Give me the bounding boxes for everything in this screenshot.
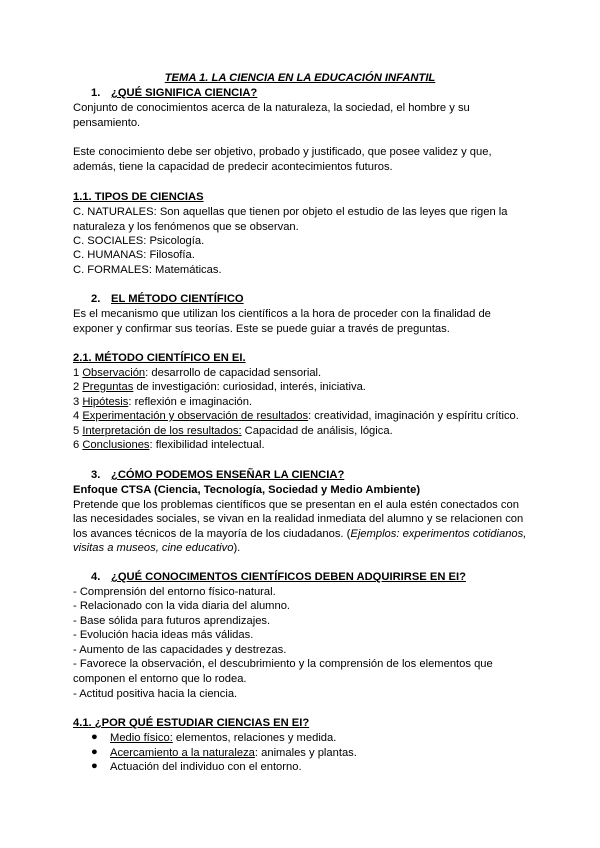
list-item: - Evolución hacia ideas más válidas. xyxy=(73,629,254,641)
list-item: - Base sólida para futuros aprendizajes. xyxy=(73,615,271,627)
section-1-heading xyxy=(91,86,257,101)
section-1-1-line3: C. SOCIALES: Psicología. xyxy=(73,235,205,247)
section-3-number: 3. xyxy=(91,469,101,481)
method-step: 4 Experimentación y observación de resultados: creatividad, imaginación y espíritu crítico. xyxy=(73,410,519,422)
section-1-number: 1. xyxy=(91,87,101,99)
document-title: TEMA 1. LA CIENCIA EN LA EDUCACIÓN INFANTIL xyxy=(164,72,436,84)
method-step: 3 Hipótesis: reflexión e imaginación. xyxy=(73,396,253,408)
bullet-item: Acercamiento a la naturaleza: animales y plantas. xyxy=(110,747,357,759)
section-1-1-line2: naturaleza y los fenómenos que se observan. xyxy=(73,221,299,233)
method-step: 6 Conclusiones: flexibilidad intelectual. xyxy=(73,439,265,451)
list-item: - Actitud positiva hacia la ciencia. xyxy=(73,688,238,700)
list-item: - Comprensión del entorno físico-natural. xyxy=(73,586,276,598)
method-step: 1 Observación: desarrollo de capacidad sensorial. xyxy=(73,367,322,379)
section-1-para2-line2: además, tiene la capacidad de predecir acontecimientos futuros. xyxy=(73,161,393,173)
bullet-icon: ● xyxy=(91,760,98,772)
section-1-1-line1: C. NATURALES: Son aquellas que tienen por objeto el estudio de las leyes que rigen la xyxy=(73,206,508,218)
method-step: 5 Interpretación de los resultados: Capacidad de análisis, lógica. xyxy=(73,425,393,437)
section-2-line2: exponer y confirmar sus teorías. Este se puede guiar a través de preguntas. xyxy=(73,323,450,335)
list-item: - Relacionado con la vida diaria del alumno. xyxy=(73,600,291,612)
section-1-para1-line1: Conjunto de conocimientos acerca de la naturaleza, la sociedad, el hombre y su xyxy=(73,102,470,114)
section-4-heading xyxy=(91,570,466,585)
section-3-line2: las necesidades sociales, se vivan en la realidad inmediata del alumno y se relacionen con xyxy=(73,513,524,525)
section-1-1-heading: 1.1. TIPOS DE CIENCIAS xyxy=(73,191,204,203)
bullet-item: Actuación del individuo con el entorno. xyxy=(110,761,302,773)
section-1-para2-line1: Este conocimiento debe ser objetivo, probado y justificado, que posee validez y que, xyxy=(73,146,492,158)
section-3-line3: los avances técnicos de la mayoría de los ciudadanos. (Ejemplos: experimentos cotidianos, xyxy=(73,528,527,540)
method-step: 2 Preguntas de investigación: curiosidad, interés, iniciativa. xyxy=(73,381,366,393)
section-2-heading xyxy=(91,292,244,307)
bullet-item: Medio físico: elementos, relaciones y medida. xyxy=(110,732,337,744)
section-4-number: 4. xyxy=(91,571,101,583)
section-2-title: EL MÉTODO CIENTÍFICO xyxy=(111,293,244,305)
list-item: - Favorece la observación, el descubrimiento y la comprensión de los elementos que xyxy=(73,658,493,670)
section-1-1-line5: C. FORMALES: Matemáticas. xyxy=(73,264,222,276)
section-3-title: ¿CÓMO PODEMOS ENSEÑAR LA CIENCIA? xyxy=(111,469,345,481)
section-1-1-line4: C. HUMANAS: Filosofía. xyxy=(73,249,195,261)
section-3-heading xyxy=(91,468,344,483)
bullet-icon: ● xyxy=(91,746,98,758)
section-1-para1-line2: pensamiento. xyxy=(73,117,141,129)
section-3-line4: visitas a museos, cine educativo). xyxy=(73,542,241,554)
section-2-number: 2. xyxy=(91,293,101,305)
section-2-line1: Es el mecanismo que utilizan los científicos a la hora de proceder con la finalidad de xyxy=(73,308,491,320)
section-4-1-heading: 4.1. ¿POR QUÉ ESTUDIAR CIENCIAS EN EI? xyxy=(73,717,310,729)
list-item: componen el entorno que lo rodea. xyxy=(73,673,247,685)
section-4-title: ¿QUÉ CONOCIMENTOS CIENTÍFICOS DEBEN ADQUIRIRSE EN EI? xyxy=(111,571,466,583)
list-item: - Aumento de las capacidades y destrezas. xyxy=(73,644,287,656)
section-3-line1: Pretende que los problemas científicos que se presentan en el aula estén conectados con xyxy=(73,499,519,511)
section-1-title: ¿QUÉ SIGNIFICA CIENCIA? xyxy=(111,87,258,99)
section-3-subheading: Enfoque CTSA (Ciencia, Tecnología, Sociedad y Medio Ambiente) xyxy=(73,484,421,496)
section-2-1-heading: 2.1. MÉTODO CIENTÍFICO EN EI. xyxy=(73,352,246,364)
bullet-icon: ● xyxy=(91,731,98,743)
